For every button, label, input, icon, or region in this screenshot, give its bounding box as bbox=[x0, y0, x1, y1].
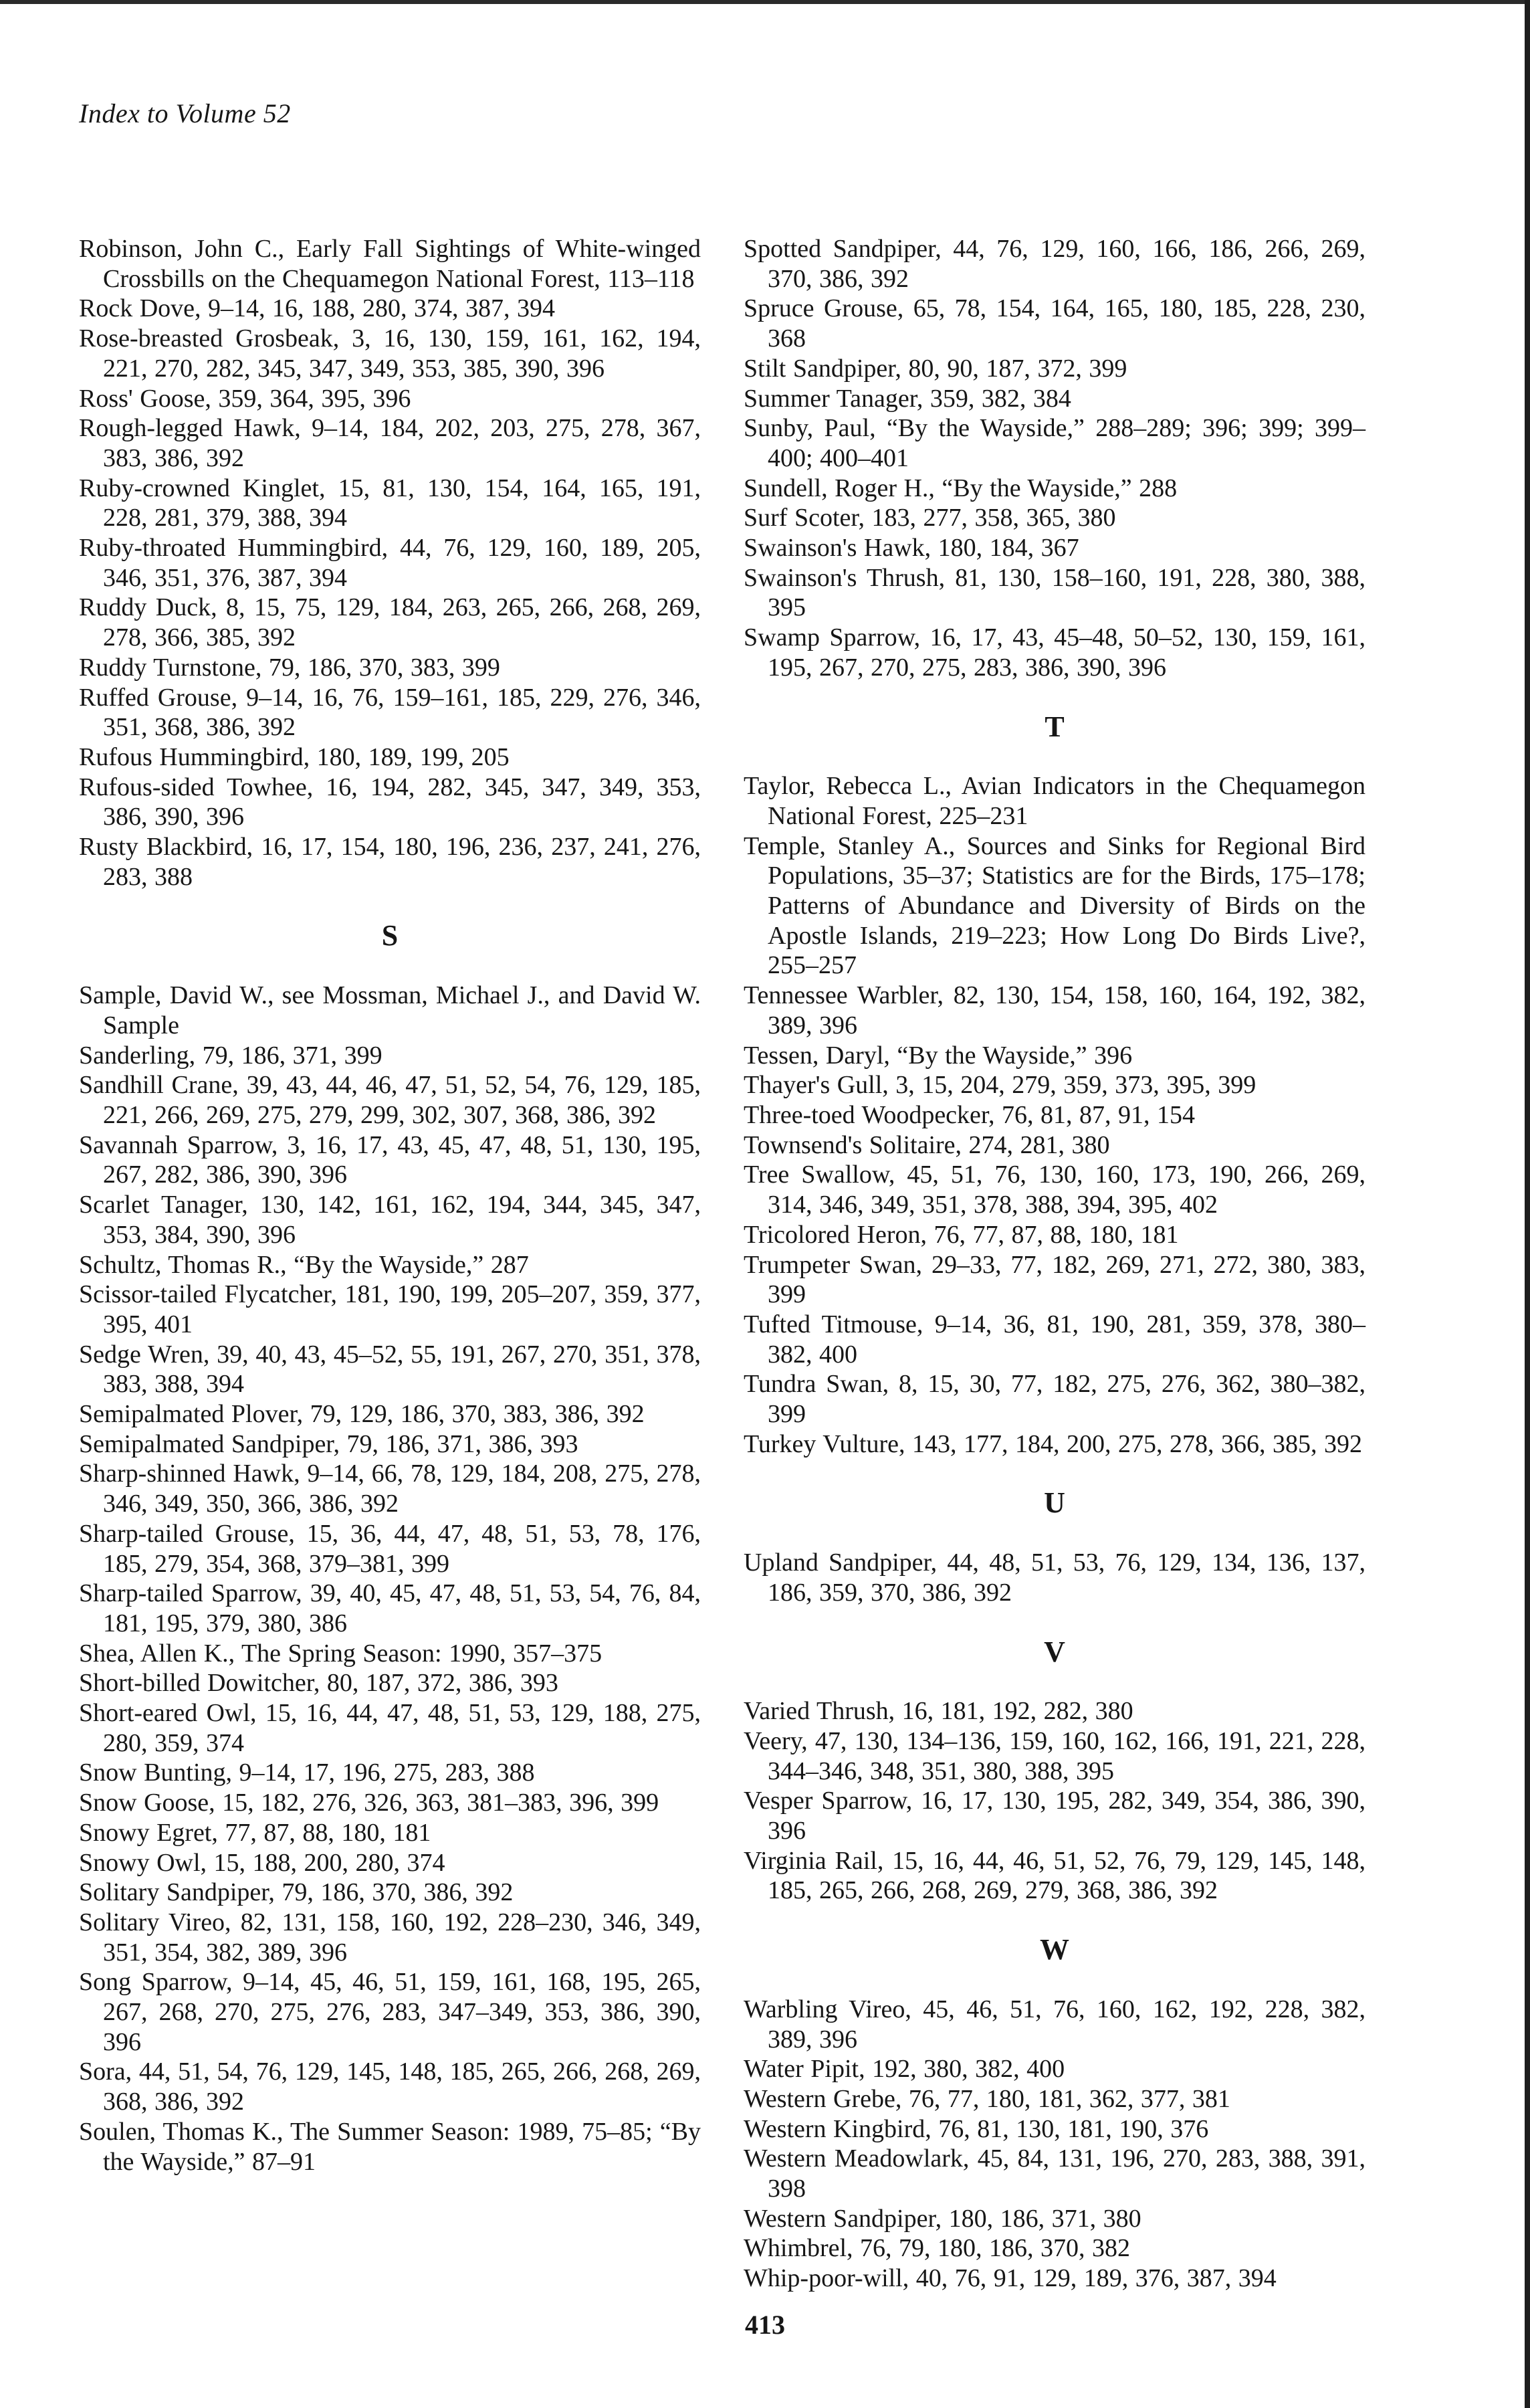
index-entry: Virginia Rail, 15, 16, 44, 46, 51, 52, 76, 79, 129, 145, 148, 185, 265, 266, 268, 269, 279, 368, 386, 392 bbox=[744, 1846, 1365, 1905]
index-entry: Western Sandpiper, 180, 186, 371, 380 bbox=[744, 2204, 1141, 2233]
index-entry: Sharp-tailed Grouse, 15, 36, 44, 47, 48, 51, 53, 78, 176, 185, 279, 354, 368, 379–381, 399 bbox=[79, 1519, 701, 1578]
index-entry: Snowy Egret, 77, 87, 88, 180, 181 bbox=[79, 1818, 431, 1847]
section-letter-t: T bbox=[1045, 710, 1065, 743]
index-entry: Solitary Vireo, 82, 131, 158, 160, 192, 228–230, 346, 349, 351, 354, 382, 389, 396 bbox=[79, 1908, 701, 1967]
index-entry: Rock Dove, 9–14, 16, 188, 280, 374, 387, 394 bbox=[79, 294, 556, 323]
index-entry: Ruby-throated Hummingbird, 44, 76, 129, 160, 189, 205, 346, 351, 376, 387, 394 bbox=[79, 534, 701, 592]
index-entry: Tree Swallow, 45, 51, 76, 130, 160, 173, 190, 266, 269, 314, 346, 349, 351, 378, 388, 394, 395, 402 bbox=[744, 1161, 1365, 1219]
index-entry: Swainson's Thrush, 81, 130, 158–160, 191, 228, 380, 388, 395 bbox=[744, 563, 1365, 622]
right-column bbox=[744, 234, 1365, 2294]
index-entry: Savannah Sparrow, 3, 16, 17, 43, 45, 47, 48, 51, 130, 195, 267, 282, 386, 390, 396 bbox=[79, 1130, 701, 1189]
index-entry: Ruddy Turnstone, 79, 186, 370, 383, 399 bbox=[79, 653, 500, 682]
entry-list bbox=[79, 234, 701, 892]
index-entry: Thayer's Gull, 3, 15, 204, 279, 359, 373, 395, 399 bbox=[744, 1071, 1256, 1100]
section-letter-u: U bbox=[1044, 1486, 1065, 1520]
index-entry: Sharp-tailed Sparrow, 39, 40, 45, 47, 48, 51, 53, 54, 76, 84, 181, 195, 379, 380, 386 bbox=[79, 1579, 701, 1637]
index-entry: Scissor-tailed Flycatcher, 181, 190, 199, 205–207, 359, 377, 395, 401 bbox=[79, 1280, 701, 1338]
entry-list bbox=[744, 1548, 1365, 1607]
index-entry: Short-eared Owl, 15, 16, 44, 47, 48, 51, 53, 129, 188, 275, 280, 359, 374 bbox=[79, 1699, 701, 1757]
index-entry: Shea, Allen K., The Spring Season: 1990, 357–375 bbox=[79, 1639, 603, 1668]
index-entry: Semipalmated Plover, 79, 129, 186, 370, 383, 386, 392 bbox=[79, 1400, 645, 1429]
index-entry: Rose-breasted Grosbeak, 3, 16, 130, 159, 161, 162, 194, 221, 270, 282, 345, 347, 349, 353, 385, 390, 396 bbox=[79, 324, 701, 383]
index-entry: Tufted Titmouse, 9–14, 36, 81, 190, 281, 359, 378, 380–382, 400 bbox=[744, 1310, 1365, 1369]
index-entry: Swainson's Hawk, 180, 184, 367 bbox=[744, 534, 1079, 563]
index-entry: Rufous-sided Towhee, 16, 194, 282, 345, 347, 349, 353, 386, 390, 396 bbox=[79, 773, 701, 831]
index-entry: Stilt Sandpiper, 80, 90, 187, 372, 399 bbox=[744, 354, 1127, 383]
index-entry: Surf Scoter, 183, 277, 358, 365, 380 bbox=[744, 504, 1116, 532]
index-entry: Sedge Wren, 39, 40, 43, 45–52, 55, 191, 267, 270, 351, 378, 383, 388, 394 bbox=[79, 1340, 701, 1399]
index-entry: Tricolored Heron, 76, 77, 87, 88, 180, 181 bbox=[744, 1220, 1179, 1249]
index-entry: Sunby, Paul, “By the Wayside,” 288–289; 396; 399; 399–400; 400–401 bbox=[744, 414, 1365, 472]
index-entry: Trumpeter Swan, 29–33, 77, 182, 269, 271, 272, 380, 383, 399 bbox=[744, 1250, 1365, 1309]
index-entry: Short-billed Dowitcher, 80, 187, 372, 386, 393 bbox=[79, 1669, 558, 1698]
index-entry: Western Meadowlark, 45, 84, 131, 196, 270, 283, 388, 391, 398 bbox=[744, 2144, 1365, 2203]
index-entry: Whimbrel, 76, 79, 180, 186, 370, 382 bbox=[744, 2234, 1131, 2263]
index-entry: Snowy Owl, 15, 188, 200, 280, 374 bbox=[79, 1848, 445, 1877]
index-entry: Spruce Grouse, 65, 78, 154, 164, 165, 180, 185, 228, 230, 368 bbox=[744, 294, 1365, 353]
index-entry: Snow Goose, 15, 182, 276, 326, 363, 381–383, 396, 399 bbox=[79, 1789, 659, 1817]
index-entry: Whip-poor-will, 40, 76, 91, 129, 189, 376, 387, 394 bbox=[744, 2264, 1277, 2293]
page-number: 413 bbox=[745, 2310, 785, 2340]
index-entry: Solitary Sandpiper, 79, 186, 370, 386, 392 bbox=[79, 1878, 514, 1907]
index-entry: Western Kingbird, 76, 81, 130, 181, 190, 376 bbox=[744, 2114, 1209, 2143]
entry-list bbox=[744, 771, 1365, 1459]
index-entry: Sandhill Crane, 39, 43, 44, 46, 47, 51, 52, 54, 76, 129, 185, 221, 266, 269, 275, 279, 299, 302, 307, 368, 386, 392 bbox=[79, 1071, 701, 1129]
index-entry: Swamp Sparrow, 16, 17, 43, 45–48, 50–52, 130, 159, 161, 195, 267, 270, 275, 283, 386, 390, 396 bbox=[744, 623, 1365, 682]
entry-list bbox=[744, 234, 1365, 683]
index-entry: Veery, 47, 130, 134–136, 159, 160, 162, 166, 191, 221, 228, 344–346, 348, 351, 380, 388, 395 bbox=[744, 1726, 1365, 1785]
index-entry: Ruffed Grouse, 9–14, 16, 76, 159–161, 185, 229, 276, 346, 351, 368, 386, 392 bbox=[79, 683, 701, 742]
page-edge-top bbox=[0, 0, 1530, 4]
index-entry: Soulen, Thomas K., The Summer Season: 1989, 75–85; “By the Wayside,” 87–91 bbox=[79, 2117, 701, 2176]
index-entry: Western Grebe, 76, 77, 180, 181, 362, 377, 381 bbox=[744, 2084, 1230, 2113]
index-entry: Ruby-crowned Kinglet, 15, 81, 130, 154, 164, 165, 191, 228, 281, 379, 388, 394 bbox=[79, 474, 701, 532]
index-entry: Rufous Hummingbird, 180, 189, 199, 205 bbox=[79, 742, 510, 771]
index-entry: Temple, Stanley A., Sources and Sinks for Regional Bird Populations, 35–37; Statistics are for the Birds, 175–178; Patterns of Abundance and Diversity of Birds on the Apostle Islands, 219–223; How Long Do Birds Live?, 255–257 bbox=[744, 831, 1365, 980]
index-entry: Semipalmated Sandpiper, 79, 186, 371, 386, 393 bbox=[79, 1429, 578, 1458]
index-entry: Tundra Swan, 8, 15, 30, 77, 182, 275, 276, 362, 380–382, 399 bbox=[744, 1370, 1365, 1429]
index-entry: Snow Bunting, 9–14, 17, 196, 275, 283, 388 bbox=[79, 1759, 535, 1787]
index-entry: Rusty Blackbird, 16, 17, 154, 180, 196, 236, 237, 241, 276, 283, 388 bbox=[79, 833, 701, 891]
index-entry: Sharp-shinned Hawk, 9–14, 66, 78, 129, 184, 208, 275, 278, 346, 349, 350, 366, 386, 392 bbox=[79, 1460, 701, 1518]
entry-list bbox=[744, 1696, 1365, 1906]
index-entry: Ross' Goose, 359, 364, 395, 396 bbox=[79, 384, 411, 413]
index-entry: Turkey Vulture, 143, 177, 184, 200, 275, 278, 366, 385, 392 bbox=[744, 1429, 1363, 1458]
index-entry: Sanderling, 79, 186, 371, 399 bbox=[79, 1041, 382, 1070]
index-entry: Three-toed Woodpecker, 76, 81, 87, 91, 154 bbox=[744, 1100, 1196, 1129]
section-letter-w: W bbox=[1040, 1933, 1069, 1967]
index-entry: Song Sparrow, 9–14, 45, 46, 51, 159, 161, 168, 195, 265, 267, 268, 270, 275, 276, 283, 347–349, 353, 386, 390, 396 bbox=[79, 1968, 701, 2056]
index-entry: Townsend's Solitaire, 274, 281, 380 bbox=[744, 1130, 1110, 1159]
index-entry: Robinson, John C., Early Fall Sightings of White-winged Crossbills on the Chequamegon National Forest, 113–118 bbox=[79, 235, 701, 293]
index-entry: Taylor, Rebecca L., Avian Indicators in the Chequamegon National Forest, 225–231 bbox=[744, 772, 1365, 830]
index-entry: Sample, David W., see Mossman, Michael J., and David W. Sample bbox=[79, 981, 701, 1039]
index-entry: Sora, 44, 51, 54, 76, 129, 145, 148, 185, 265, 266, 268, 269, 368, 386, 392 bbox=[79, 2058, 701, 2116]
running-head: Index to Volume 52 bbox=[79, 98, 291, 128]
index-entry: Scarlet Tanager, 130, 142, 161, 162, 194, 344, 345, 347, 353, 384, 390, 396 bbox=[79, 1191, 701, 1249]
left-column bbox=[79, 234, 701, 2177]
index-entry: Varied Thrush, 16, 181, 192, 282, 380 bbox=[744, 1697, 1133, 1726]
index-entry: Water Pipit, 192, 380, 382, 400 bbox=[744, 2055, 1065, 2084]
index-entry: Rough-legged Hawk, 9–14, 184, 202, 203, 275, 278, 367, 383, 386, 392 bbox=[79, 414, 701, 472]
index-entry: Vesper Sparrow, 16, 17, 130, 195, 282, 349, 354, 386, 390, 396 bbox=[744, 1787, 1365, 1845]
index-entry: Upland Sandpiper, 44, 48, 51, 53, 76, 129, 134, 136, 137, 186, 359, 370, 386, 392 bbox=[744, 1548, 1365, 1607]
page-edge-right bbox=[1525, 0, 1530, 2408]
index-entry: Tessen, Daryl, “By the Wayside,” 396 bbox=[744, 1041, 1133, 1070]
section-letter-s: S bbox=[381, 919, 399, 952]
index-entry: Summer Tanager, 359, 382, 384 bbox=[744, 384, 1071, 413]
entry-list bbox=[79, 981, 701, 2177]
index-entry: Spotted Sandpiper, 44, 76, 129, 160, 166, 186, 266, 269, 370, 386, 392 bbox=[744, 235, 1365, 293]
index-entry: Warbling Vireo, 45, 46, 51, 76, 160, 162, 192, 228, 382, 389, 396 bbox=[744, 1995, 1365, 2053]
index-entry: Ruddy Duck, 8, 15, 75, 129, 184, 263, 265, 266, 268, 269, 278, 366, 385, 392 bbox=[79, 593, 701, 652]
section-letter-v: V bbox=[1044, 1635, 1065, 1668]
entry-list bbox=[744, 1995, 1365, 2294]
index-entry: Tennessee Warbler, 82, 130, 154, 158, 160, 164, 192, 382, 389, 396 bbox=[744, 981, 1365, 1039]
index-entry: Sundell, Roger H., “By the Wayside,” 288 bbox=[744, 474, 1178, 502]
index-entry: Schultz, Thomas R., “By the Wayside,” 287 bbox=[79, 1250, 529, 1279]
